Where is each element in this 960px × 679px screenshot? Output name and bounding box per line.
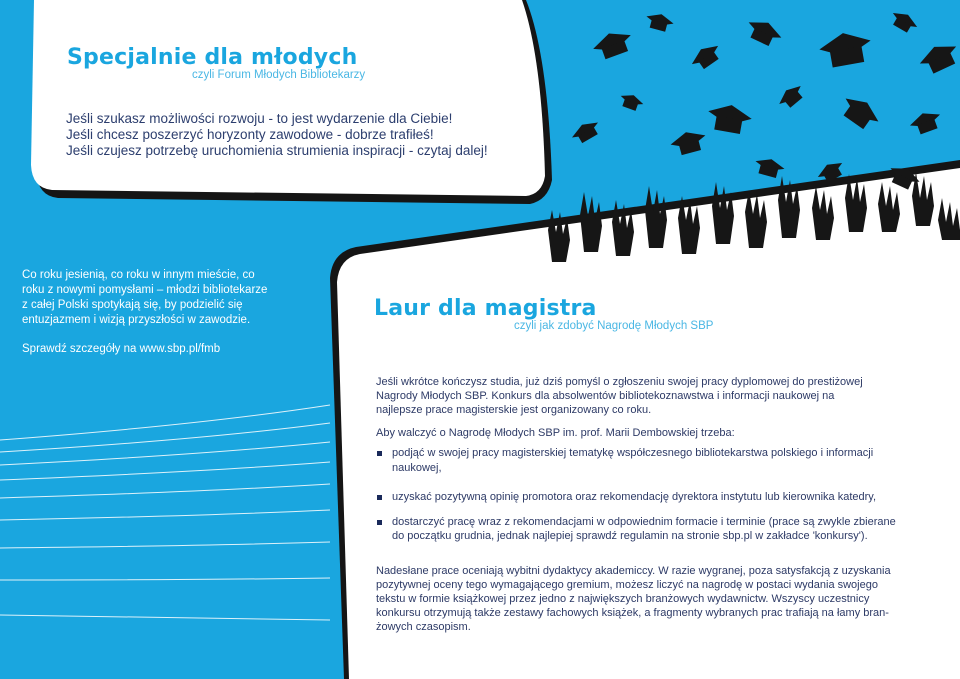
youth-desc-line-1: Co roku jesienią, co roku w innym mieście, co: [22, 269, 255, 281]
award-para2-line-2: pozytywnej oceny tego wymagającego gremium, możesz liczyć na nagrodę w postaci wydania swojego: [376, 579, 878, 591]
youth-intro-line-1: Jeśli szukasz możliwości rozwoju - to jest wydarzenie dla Ciebie!: [66, 111, 453, 126]
award-para2-line-4: konkursu otrzymują także zestawy fachowych książek, a fragmenty wybranych prac trafiają na łamy bran-: [376, 607, 889, 619]
cap-6: [888, 8, 920, 36]
award-para2-line-5: żowych czasopism.: [376, 621, 471, 633]
cap-3: [688, 40, 725, 73]
cap-4: [743, 15, 785, 49]
cap-8: [569, 117, 603, 146]
cap-2: [644, 11, 675, 34]
award-para1-line-1: Jeśli wkrótce kończysz studia, już dziś pomyśl o zgłoszeniu swojej pracy dyplomowej do prestiżowej: [376, 376, 863, 388]
award-subtitle: czyli jak zdobyć Nagrodę Młodych SBP: [514, 320, 714, 332]
cap-12: [775, 81, 807, 111]
award-para2-line-3: tekstu w formie książkowej przez jedno z największych branżowych wydawnictw. Wszyscy uczestnicy: [376, 593, 870, 605]
cap-10: [669, 128, 709, 158]
graduation-caps: [569, 8, 960, 193]
requirement-item: uzyskać pozytywną opinię promotora oraz rekomendację dyrektora instytutu lub kierownika katedry,: [376, 490, 936, 505]
requirements-list: [376, 446, 936, 544]
youth-desc-line-4: entuzjazmem i wizją przyszłości w zawodzie.: [22, 314, 251, 326]
requirement-item: podjąć w swojej pracy magisterskiej tematykę współczesnego bibliotekarstwa polskiego i informacji naukowej,: [376, 446, 936, 475]
award-lead: Aby walczyć o Nagrodę Młodych SBP im. prof. Marii Dembowskiej trzeba:: [376, 427, 735, 439]
cap-15: [753, 155, 786, 179]
requirement-item: dostarczyć pracę wraz z rekomendacjami w odpowiednim formacie i terminie (prace są zwykle zbierane do początku grudnia, jednak najlepiej sprawdź regulamin na stronie sbp.pl w zakładce 'konkursy').: [376, 515, 936, 544]
cap-14: [908, 108, 945, 137]
youth-intro-line-2: Jeśli chcesz poszerzyć horyzonty zawodowe - dobrze trafiłeś!: [66, 127, 434, 142]
cap-11: [705, 101, 753, 135]
award-para2-line-1: Nadesłane prace oceniają wybitni dydaktycy akademiccy. W razie wygranej, poza satysfakcją z uzyskania: [376, 565, 891, 577]
youth-title: Specjalnie dla młodych: [67, 45, 358, 70]
cap-1: [590, 27, 635, 62]
youth-intro-line-3: Jeśli czujesz potrzebę uruchomienia strumienia inspiracji - czytaj dalej!: [66, 143, 488, 158]
youth-subtitle: czyli Forum Młodych Bibliotekarzy: [192, 69, 366, 81]
award-title: Laur dla magistra: [374, 296, 597, 321]
fmb-link[interactable]: Sprawdź szczegóły na www.sbp.pl/fmb: [22, 343, 221, 355]
award-para1-line-3: najlepsze prace magisterskie jest organizowany co roku.: [376, 404, 652, 416]
intro-card: [31, 0, 552, 204]
cap-5: [817, 29, 874, 70]
award-para1-line-2: Nagrody Młodych SBP. Konkurs dla absolwentów bibliotekoznawstwa i informacji naukowej na: [376, 390, 835, 402]
youth-desc-line-2: roku z nowymi pomysłami – młodzi bibliotekarze: [22, 284, 268, 296]
decorative-lines: [0, 405, 330, 620]
cap-7: [916, 38, 960, 77]
cap-9: [618, 91, 645, 112]
cap-13: [837, 91, 884, 134]
youth-desc-line-3: z całej Polski spotykają się, by podzielić się: [22, 299, 243, 311]
